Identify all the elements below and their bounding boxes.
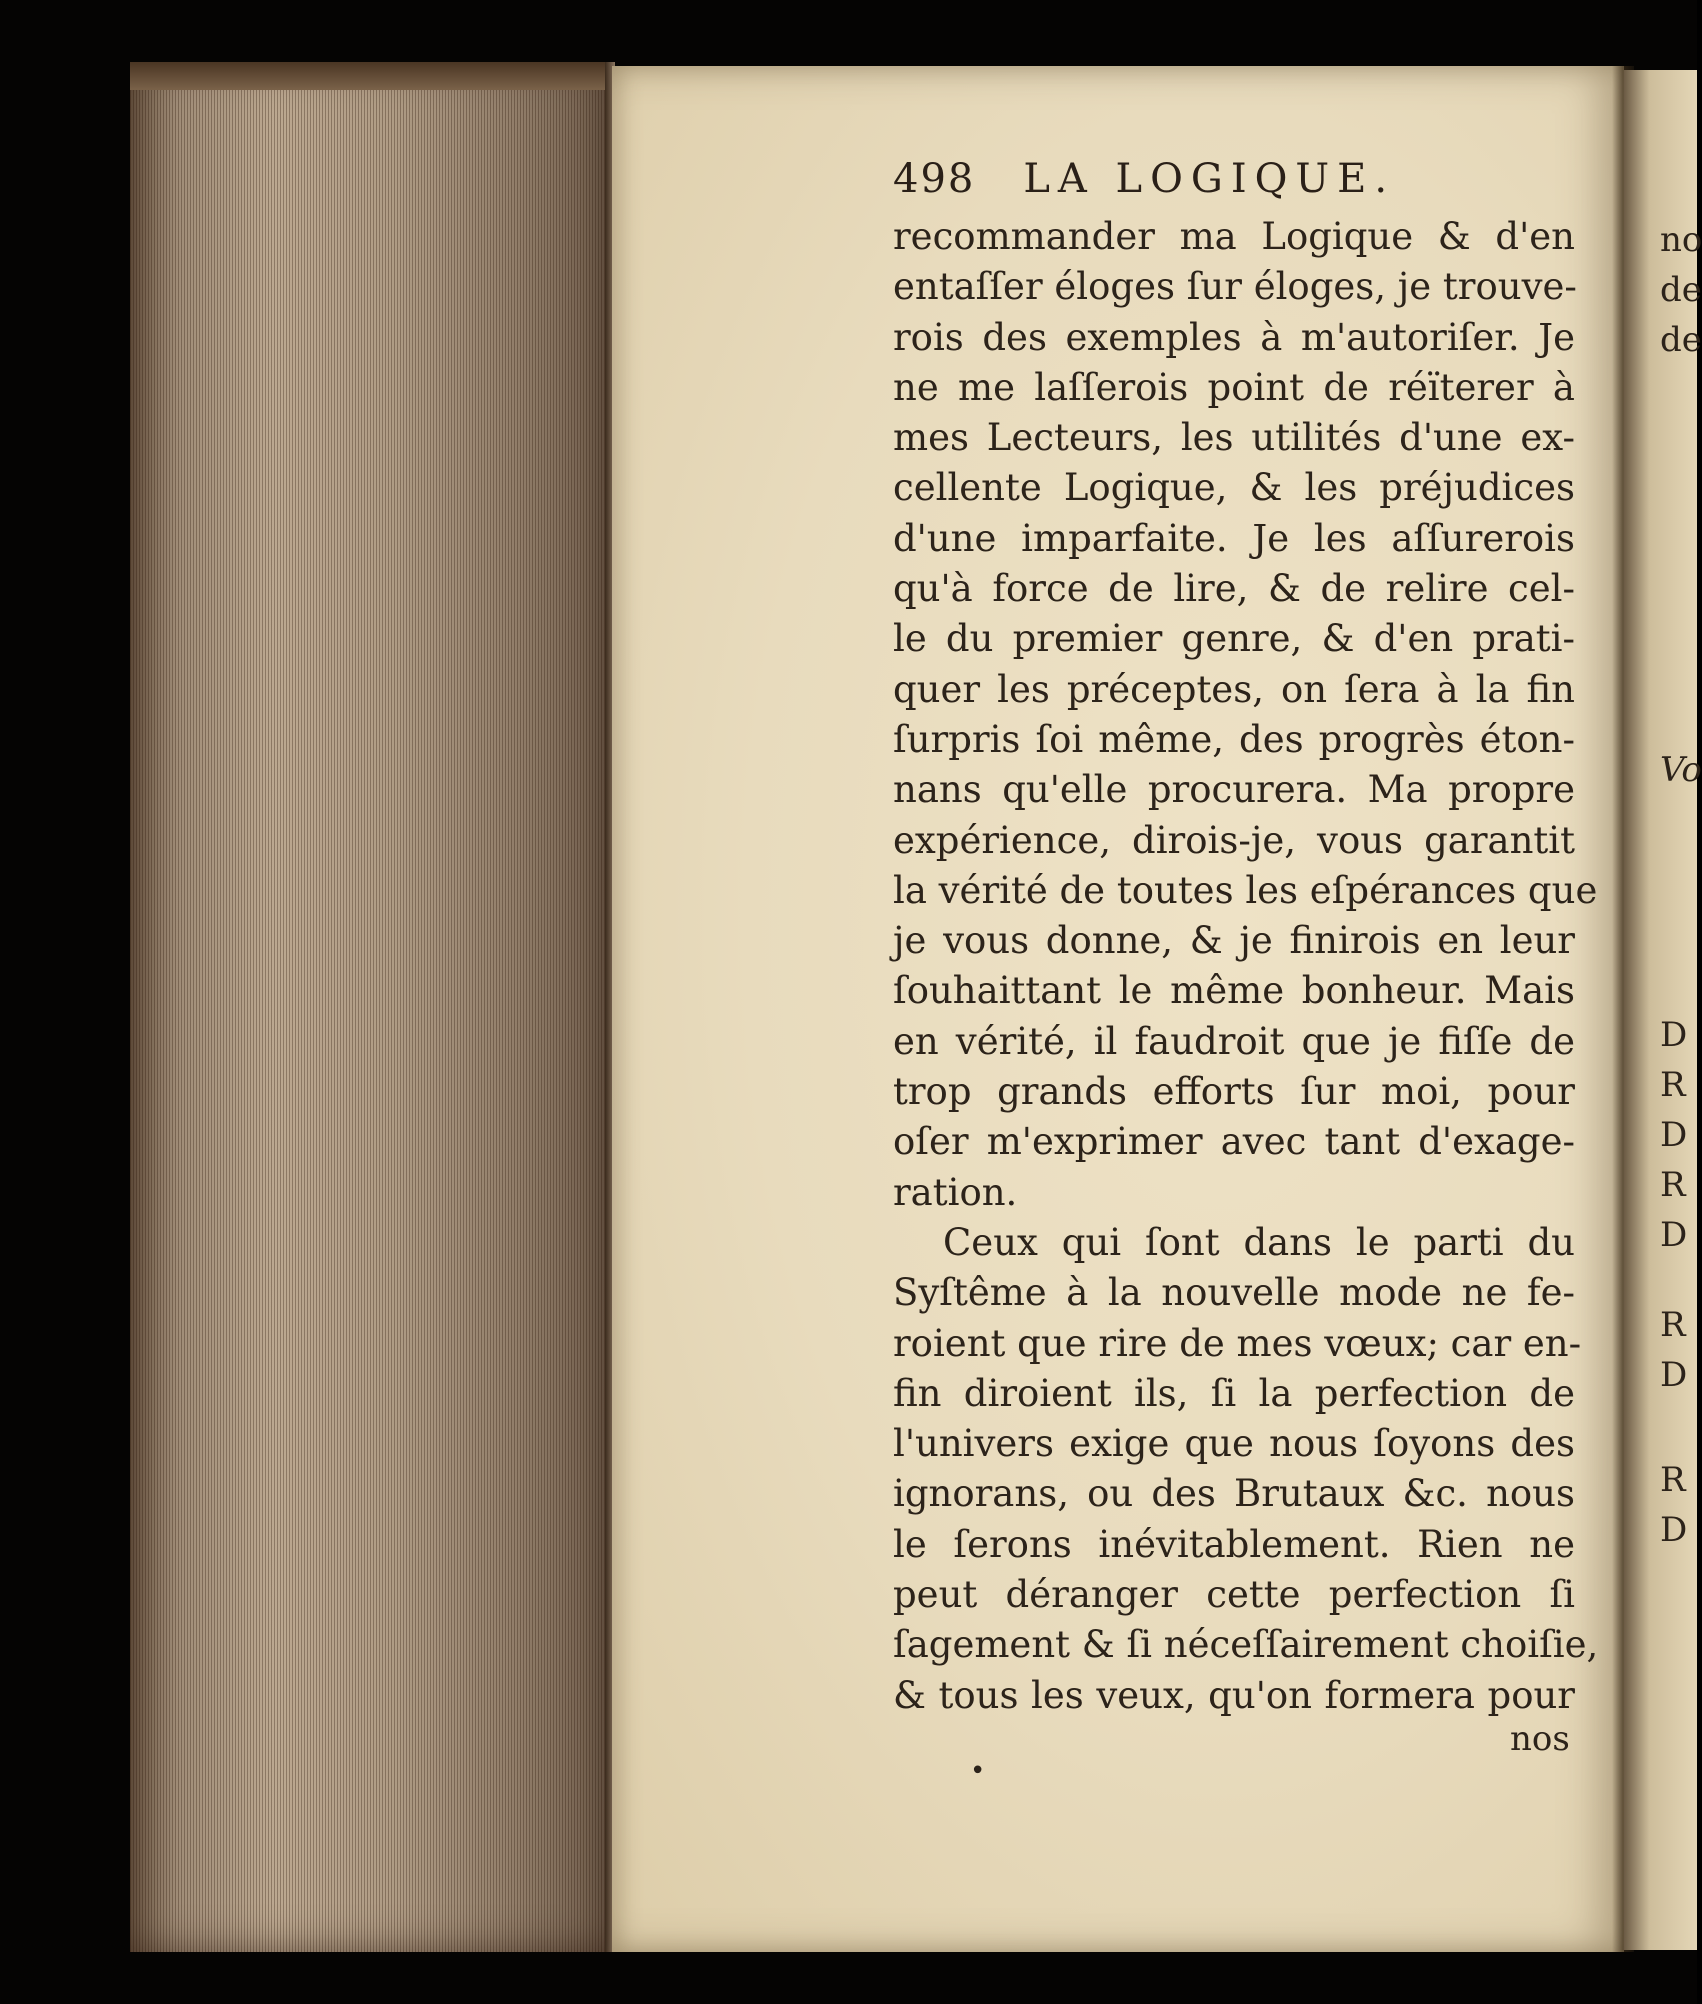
- facing-fragment: R: [1660, 1305, 1686, 1345]
- running-head: [893, 156, 1593, 212]
- facing-fragment: R: [1660, 1065, 1686, 1105]
- catchword: nos: [1510, 1719, 1570, 1759]
- page-block-top-edge: [130, 62, 610, 90]
- text-line: ration.: [893, 1170, 1018, 1214]
- running-title: LA LOGIQUE.: [1023, 156, 1396, 202]
- text-line: trop grands efforts ſur moi, pour: [893, 1070, 1575, 1114]
- text-line: peut déranger cette perfection ſi: [893, 1573, 1575, 1617]
- facing-fragment: D: [1660, 1015, 1688, 1055]
- page-number: 498: [893, 156, 976, 202]
- text-line: qu'à force de lire, & de relire cel-: [893, 567, 1575, 611]
- text-line: l'univers exige que nous ſoyons des: [893, 1422, 1575, 1466]
- text-line: oſer m'exprimer avec tant d'exage-: [893, 1120, 1575, 1164]
- facing-fragment: R: [1660, 1460, 1686, 1500]
- text-line: ne me laſſerois point de réïterer à: [893, 365, 1575, 409]
- text-line: expérience, dirois-je, vous garantit: [893, 818, 1575, 862]
- text-line: cellente Logique, & les préjudices: [893, 466, 1575, 510]
- paragraph-start-line: Ceux qui ſont dans le parti du: [943, 1220, 1575, 1264]
- facing-fragment: de: [1660, 270, 1702, 310]
- text-line: la vérité de toutes les eſpérances que: [893, 868, 1598, 912]
- text-line: roient que rire de mes vœux; car en-: [893, 1321, 1582, 1365]
- text-line: d'une imparfaite. Je les aſſurerois: [893, 516, 1575, 560]
- facing-fragment: Vo: [1660, 750, 1702, 790]
- page-block-fore-edge: [130, 62, 610, 1952]
- facing-fragment: R: [1660, 1165, 1686, 1205]
- text-line: recommander ma Logique & d'en: [893, 215, 1575, 258]
- facing-fragment: D: [1660, 1510, 1688, 1550]
- text-line: le du premier genre, & d'en prati-: [893, 617, 1575, 661]
- facing-fragment: D: [1660, 1215, 1688, 1255]
- text-line: rois des exemples à m'autoriſer. Je: [893, 315, 1575, 359]
- text-line: ſouhaittant le même bonheur. Mais: [893, 969, 1575, 1013]
- text-line: nans qu'elle procurera. Ma propre: [893, 768, 1575, 812]
- text-line: ſagement & ſi néceſſairement choiſie,: [893, 1623, 1599, 1667]
- facing-fragment: de: [1660, 320, 1702, 360]
- text-line: quer les préceptes, on ſera à la fin: [893, 667, 1575, 711]
- text-line: fin diroient ils, ſi la perfection de: [893, 1371, 1575, 1415]
- text-line: ignorans, ou des Brutaux &c. nous: [893, 1472, 1575, 1516]
- facing-fragment: D: [1660, 1115, 1688, 1155]
- facing-fragment: D: [1660, 1355, 1688, 1395]
- text-line: & tous les veux, qu'on formera pour: [893, 1673, 1575, 1717]
- text-line: mes Lecteurs, les utilités d'une ex-: [893, 416, 1575, 460]
- body-text: [893, 212, 1599, 1721]
- text-line: en vérité, il faudroit que je fiſſe de: [893, 1019, 1575, 1063]
- signature-mark: •: [970, 1756, 986, 1786]
- text-line: entaſſer éloges ſur éloges, je trouve-: [893, 265, 1577, 309]
- text-line: Syſtême à la nouvelle mode ne fe-: [893, 1271, 1575, 1315]
- text-line: ſurpris ſoi même, des progrès éton-: [893, 717, 1575, 761]
- text-line: le ſerons inévitablement. Rien ne: [893, 1522, 1575, 1566]
- facing-fragment: no: [1660, 220, 1702, 260]
- text-line: je vous donne, & je finirois en leur: [893, 919, 1575, 963]
